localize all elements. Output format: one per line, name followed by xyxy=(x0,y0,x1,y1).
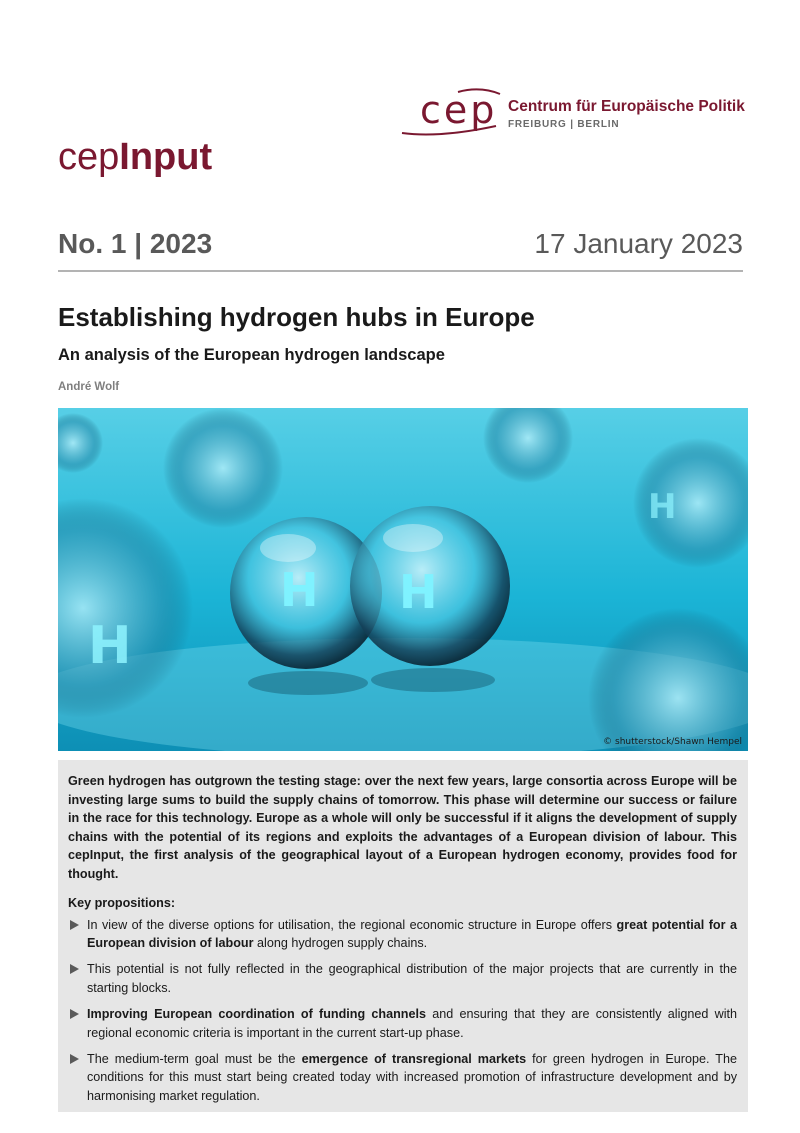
document-title: Establishing hydrogen hubs in Europe xyxy=(58,302,535,332)
header-divider xyxy=(58,270,743,272)
hero-image xyxy=(58,408,748,751)
series-title xyxy=(58,136,212,179)
hydrogen-spheres-illustration xyxy=(58,408,748,751)
logo-wordmark: cep xyxy=(420,88,498,132)
key-propositions-heading: Key propositions: xyxy=(68,895,176,910)
issue-number: No. 1 | 2023 xyxy=(58,228,213,259)
proposition-item: Improving European coordination of funding channels and ensuring that they are consistently aligned with regional economic criteria is important in the current start-up phase. xyxy=(68,1005,737,1042)
triangle-bullet-icon xyxy=(70,1054,79,1064)
cep-logo xyxy=(400,86,745,146)
proposition-item: In view of the diverse options for utilisation, the regional economic structure in Europe offers great potential for a European division of labour along hydrogen supply chains. xyxy=(68,916,737,953)
sphere-far-right-letter: H xyxy=(648,487,677,527)
triangle-bullet-icon xyxy=(70,964,79,974)
sphere-right-letter: H xyxy=(399,565,438,619)
sphere-far-left-letter: H xyxy=(88,616,132,676)
document-author: André Wolf xyxy=(58,381,120,393)
organization-name: Centrum für Europäische Politik xyxy=(508,98,745,115)
triangle-bullet-icon xyxy=(70,1009,79,1019)
organization-cities: FREIBURG | BERLIN xyxy=(508,119,620,130)
triangle-bullet-icon xyxy=(70,920,79,930)
series-title-light: cep xyxy=(58,136,120,178)
proposition-item: This potential is not fully reflected in the geographical distribution of the major projects that are currently in the starting blocks. xyxy=(68,960,737,997)
document-subtitle: An analysis of the European hydrogen landscape xyxy=(58,346,445,364)
summary-box xyxy=(58,760,748,1112)
issue-date: 17 January 2023 xyxy=(534,228,743,259)
image-credit: © shutterstock/Shawn Hempel xyxy=(603,737,742,747)
series-title-bold: Input xyxy=(119,136,213,178)
sphere-left-letter: H xyxy=(280,563,319,617)
proposition-item: The medium-term goal must be the emergence of transregional markets for green hydrogen in Europe. The conditions for this must start being created today with increased promotion of infrastructure development and by harmonising market regulation. xyxy=(68,1050,737,1105)
abstract-text: Green hydrogen has outgrown the testing stage: over the next few years, large consortia across Europe will be investing large sums to build the supply chains of tomorrow. This phase will determine our success or failure in the race for this technology. Europe as a whole will only be successful if it aligns the development of supply chains with the potential of its regions and exploits the advantages of a European division of labour. This cepInput, the first analysis of the geographical layout of a European hydrogen economy, provides food for thought. xyxy=(68,774,737,881)
key-propositions-list xyxy=(68,916,737,1106)
